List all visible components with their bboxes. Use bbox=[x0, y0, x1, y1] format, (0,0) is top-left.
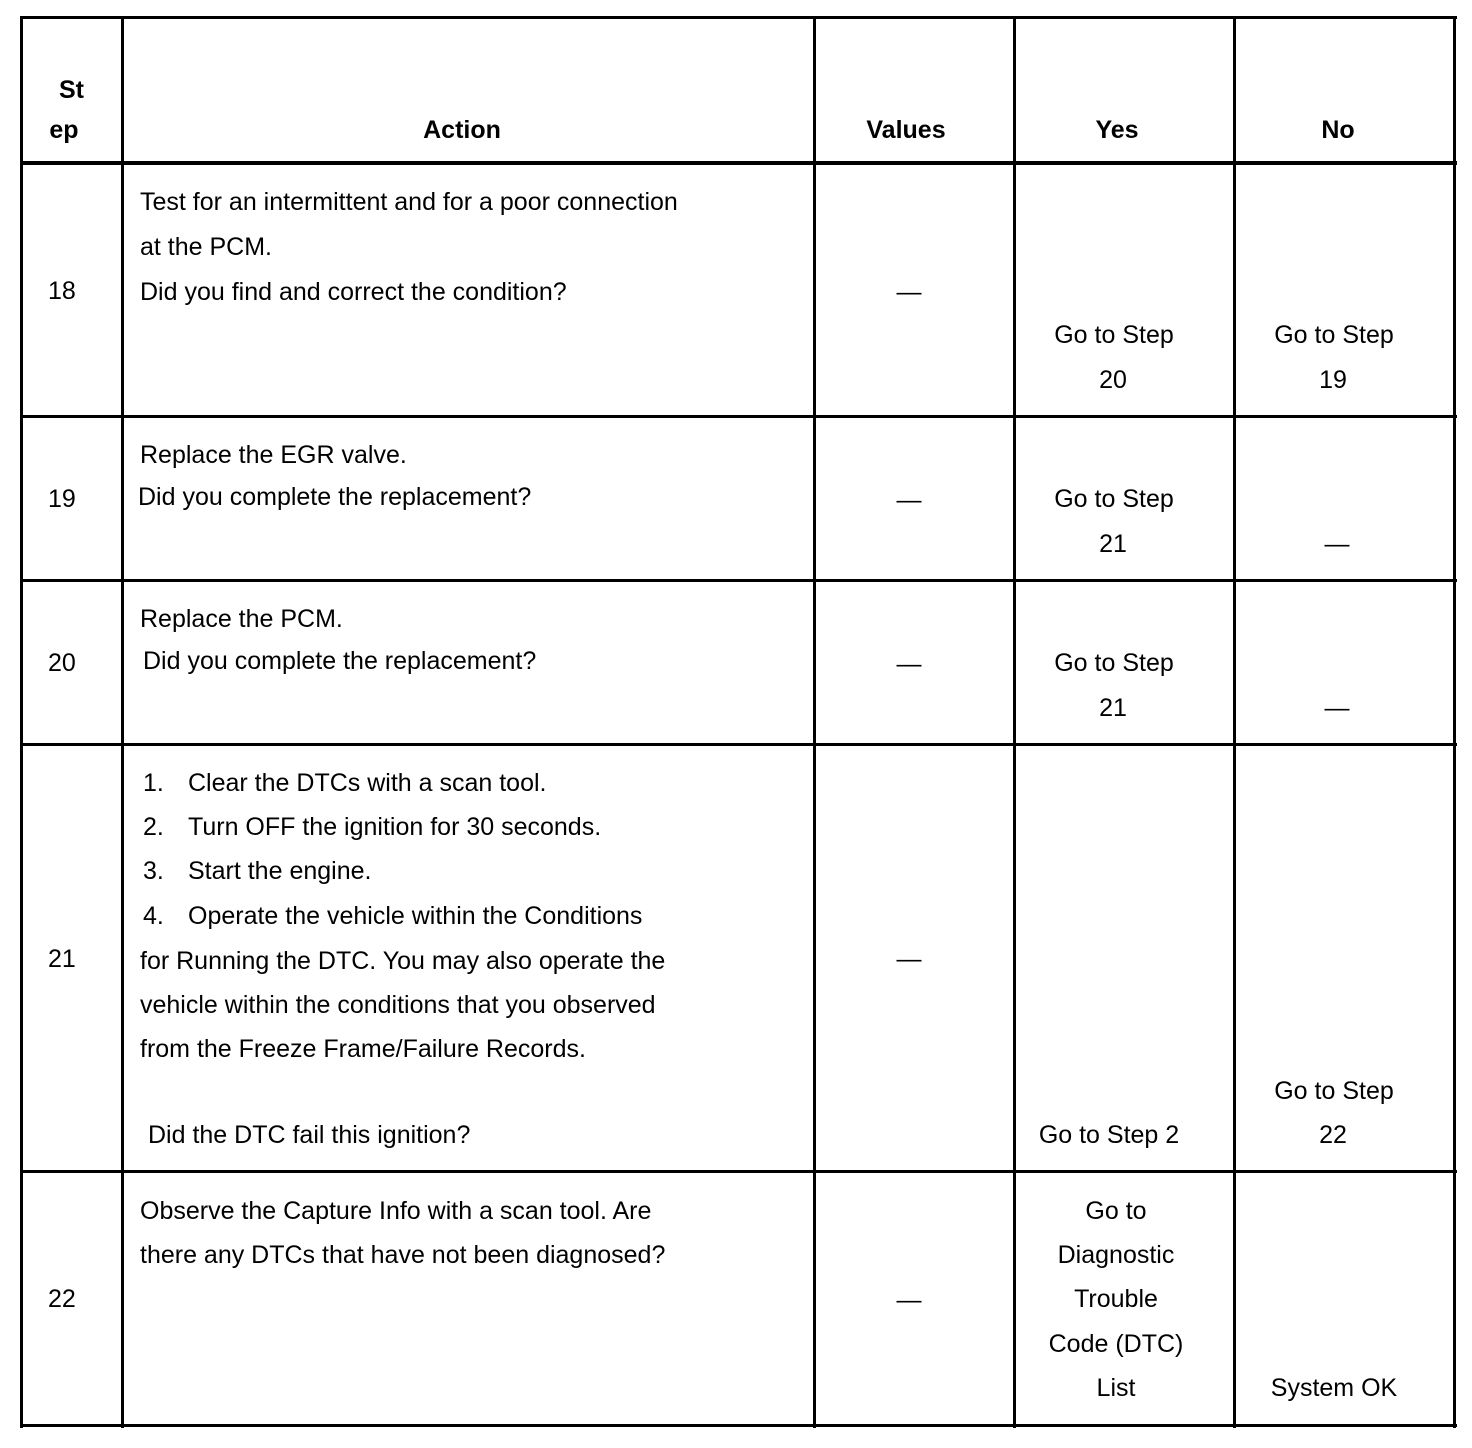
row-divider bbox=[20, 415, 1457, 418]
header-step-line2: ep bbox=[49, 116, 79, 144]
yes-cell-line: Go to bbox=[1085, 1197, 1147, 1225]
table-border-left bbox=[20, 16, 23, 1428]
values-cell: — bbox=[896, 945, 922, 973]
action-line: vehicle within the conditions that you observed bbox=[140, 991, 656, 1019]
list-item-number: 4. bbox=[143, 902, 164, 930]
no-cell-line: Go to Step bbox=[1274, 1077, 1394, 1105]
list-item-number: 1. bbox=[143, 769, 164, 797]
header-step-line1: St bbox=[59, 76, 84, 104]
table-border-right bbox=[1453, 16, 1456, 1428]
yes-cell: Go to Step 2 bbox=[1038, 1121, 1180, 1149]
list-item-text: Operate the vehicle within the Conditions bbox=[188, 902, 643, 930]
no-cell-line: Go to Step bbox=[1274, 321, 1394, 349]
yes-cell-line: Go to Step bbox=[1054, 485, 1174, 513]
header-yes: Yes bbox=[1095, 116, 1139, 144]
action-line: Observe the Capture Info with a scan tool. Are bbox=[140, 1197, 652, 1225]
row-divider bbox=[20, 579, 1457, 582]
table-border-bottom bbox=[20, 1424, 1457, 1427]
action-line: Did you complete the replacement? bbox=[138, 483, 532, 511]
action-line: Did you complete the replacement? bbox=[143, 647, 537, 675]
action-question: Did the DTC fail this ignition? bbox=[148, 1121, 471, 1149]
list-item-text: Turn OFF the ignition for 30 seconds. bbox=[188, 813, 602, 841]
yes-cell-line: Trouble bbox=[1074, 1285, 1158, 1313]
yes-cell-line: 21 bbox=[1099, 530, 1127, 558]
no-cell: System OK bbox=[1270, 1374, 1398, 1402]
action-line: for Running the DTC. You may also operate the bbox=[140, 947, 666, 975]
step-number: 21 bbox=[48, 945, 76, 973]
column-divider-step-action bbox=[121, 16, 124, 1428]
action-line: Test for an intermittent and for a poor connection bbox=[140, 188, 678, 216]
header-no: No bbox=[1321, 116, 1355, 144]
list-item-text: Start the engine. bbox=[188, 857, 372, 885]
yes-cell-line: List bbox=[1096, 1374, 1136, 1402]
no-cell: — bbox=[1324, 530, 1350, 558]
yes-cell-line: Go to Step bbox=[1054, 321, 1174, 349]
step-number: 18 bbox=[48, 277, 76, 305]
no-cell-line: 22 bbox=[1319, 1121, 1347, 1149]
step-number: 20 bbox=[48, 649, 76, 677]
values-cell: — bbox=[896, 486, 922, 514]
action-line: Did you find and correct the condition? bbox=[140, 278, 567, 306]
no-cell: — bbox=[1324, 694, 1350, 722]
yes-cell-line: 21 bbox=[1099, 694, 1127, 722]
action-line: Replace the PCM. bbox=[140, 605, 343, 633]
row-divider bbox=[20, 743, 1457, 746]
values-cell: — bbox=[896, 1286, 922, 1314]
row-divider bbox=[20, 1170, 1457, 1173]
header-divider bbox=[20, 161, 1457, 165]
list-item-text: Clear the DTCs with a scan tool. bbox=[188, 769, 547, 797]
column-divider-action-values bbox=[813, 16, 816, 1428]
no-cell-line: 19 bbox=[1319, 366, 1347, 394]
step-number: 22 bbox=[48, 1285, 76, 1313]
values-cell: — bbox=[896, 650, 922, 678]
yes-cell-line: 20 bbox=[1099, 366, 1127, 394]
list-item-number: 2. bbox=[143, 813, 164, 841]
yes-cell-line: Diagnostic bbox=[1057, 1241, 1175, 1269]
step-number: 19 bbox=[48, 485, 76, 513]
header-action: Action bbox=[423, 116, 501, 144]
action-line: Replace the EGR valve. bbox=[140, 441, 407, 469]
values-cell: — bbox=[896, 278, 922, 306]
action-line: at the PCM. bbox=[140, 233, 272, 261]
header-values: Values bbox=[866, 116, 946, 144]
action-line: from the Freeze Frame/Failure Records. bbox=[140, 1035, 586, 1063]
list-item-number: 3. bbox=[143, 857, 164, 885]
action-line: there any DTCs that have not been diagnosed? bbox=[140, 1241, 666, 1269]
yes-cell-line: Code (DTC) bbox=[1048, 1330, 1184, 1358]
table-border-top bbox=[20, 16, 1457, 19]
yes-cell-line: Go to Step bbox=[1054, 649, 1174, 677]
